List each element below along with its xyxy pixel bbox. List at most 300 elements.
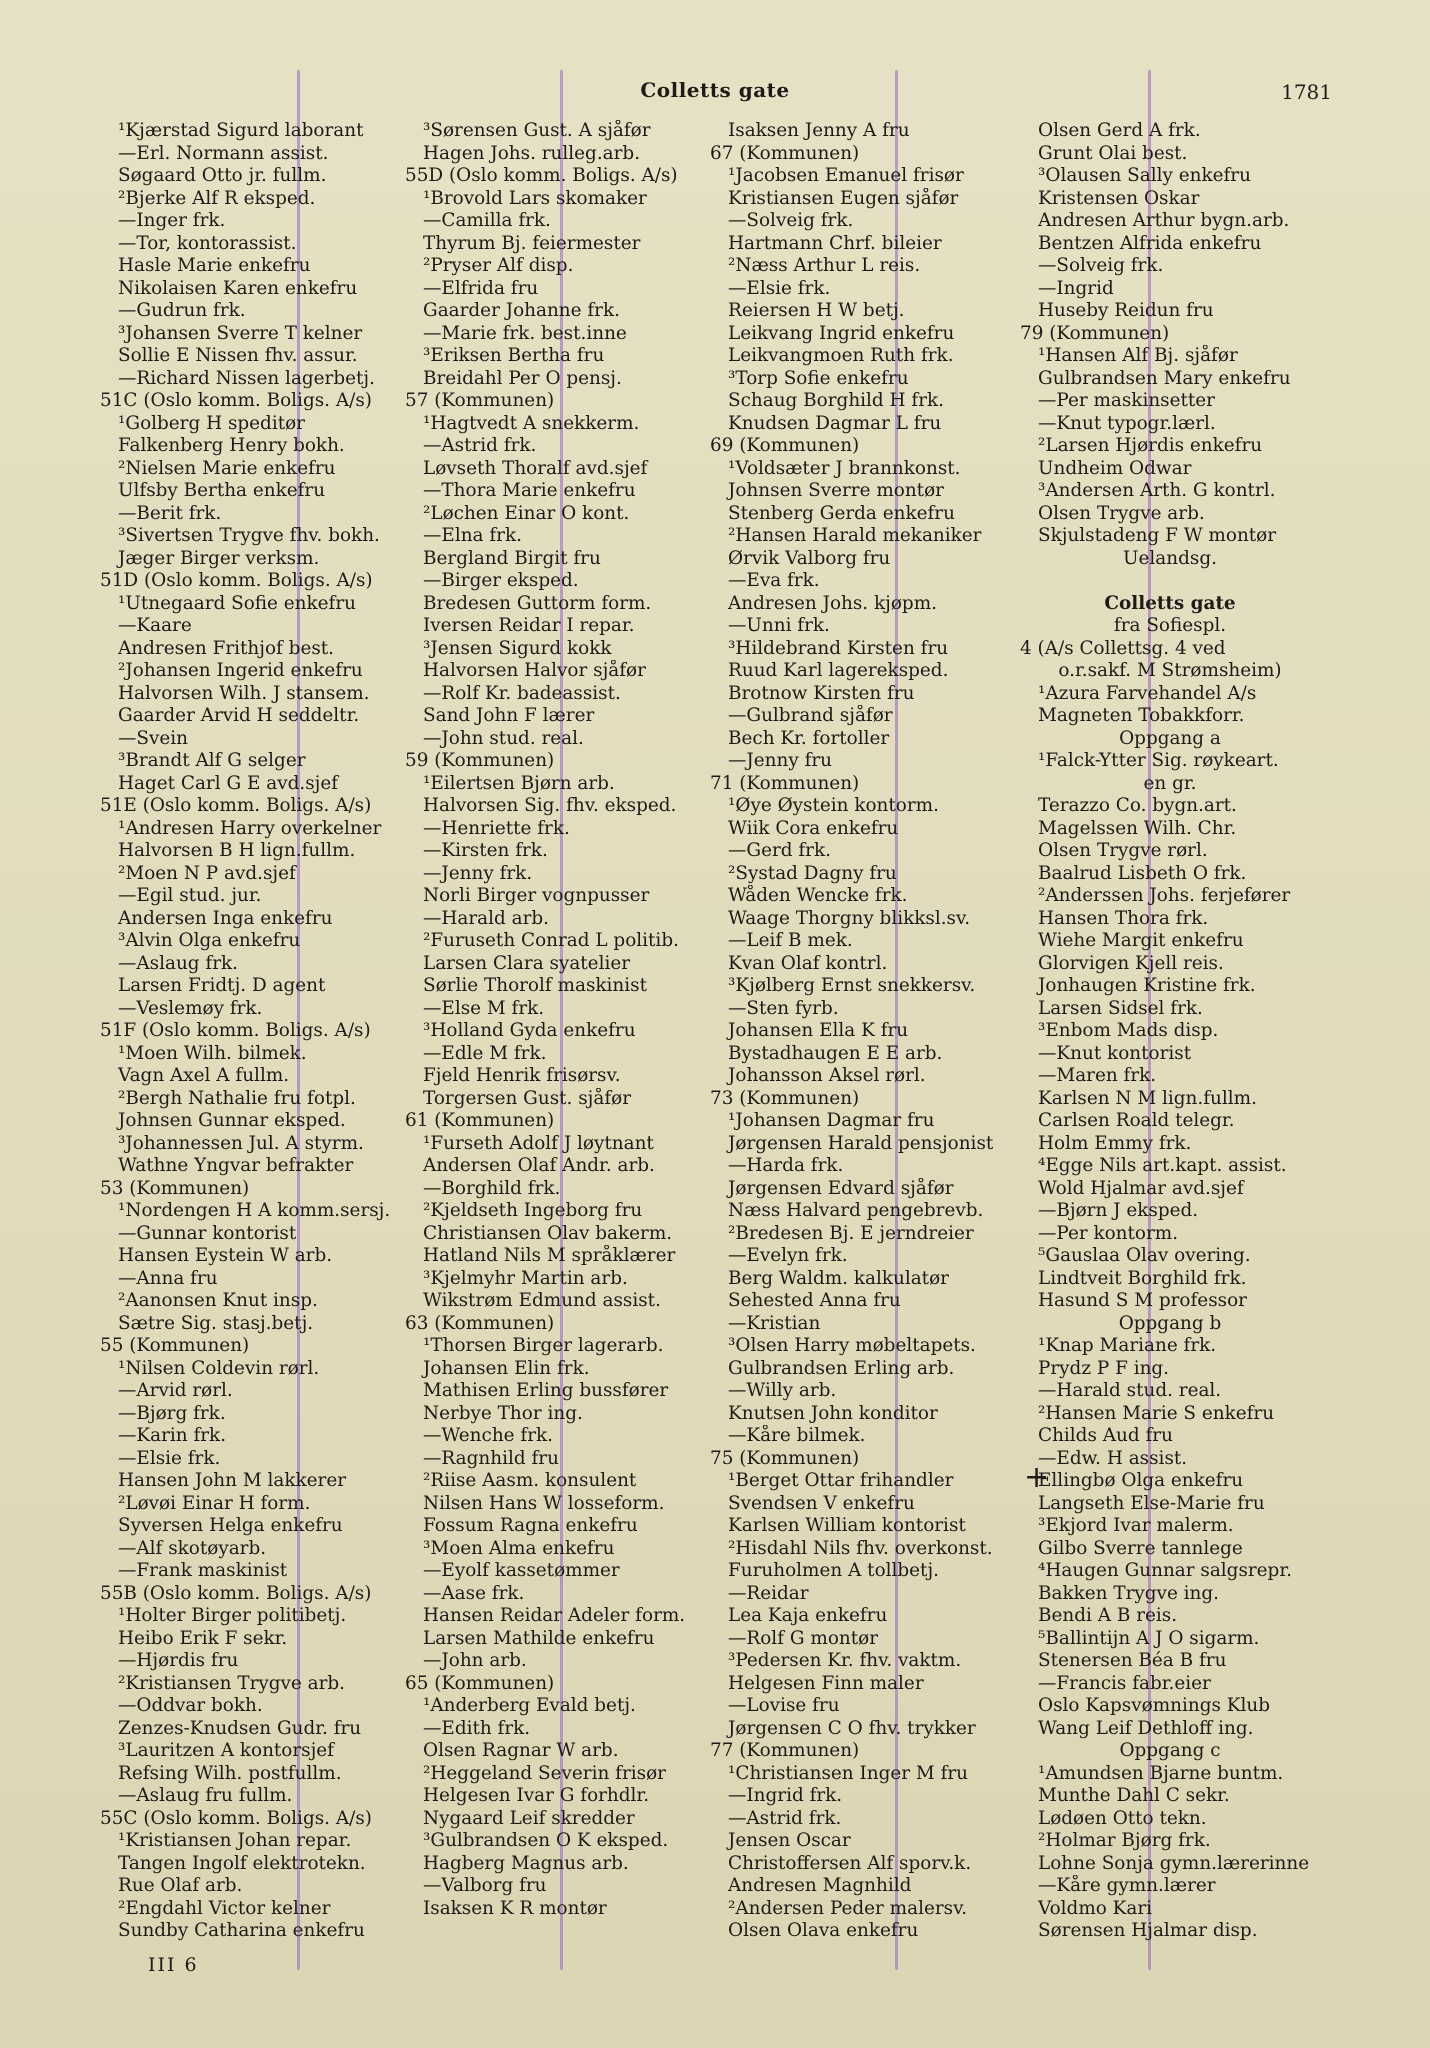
directory-entry: Wold Hjalmar avd.sjef [1038,1177,1244,1199]
directory-entry: ²Anderssen Johs. ferjefører [1038,885,1291,906]
directory-entry: Hansen Reidar Adeler form. [423,1605,686,1626]
directory-entry: ²Holmar Bjørg frk. [1038,1830,1211,1851]
directory-entry: ²Johansen Ingerid enkefru [118,660,363,681]
directory-entry: ¹Anderberg Evald betj. [423,1695,636,1716]
directory-entry: Gaarder Johanne frk. [423,300,620,321]
directory-entry: ¹Brovold Lars skomaker [423,187,647,209]
directory-entry: Iversen Reidar I repar. [423,615,635,636]
directory-entry: en gr. [1143,772,1197,794]
directory-entry: Jørgensen Harald pensjonist [728,1132,994,1154]
directory-entry: Magneten Tobakkforr. [1038,705,1245,726]
directory-entry: ¹Jacobsen Emanuel frisør [728,165,964,186]
directory-entry: Johansen Ella K fru [728,1020,909,1041]
directory-entry: 55B (Oslo komm. Boligs. A/s) [100,1582,372,1604]
directory-entry: Ulfsby Bertha enkefru [118,480,326,501]
directory-entry: —Arvid rørl. [118,1380,233,1401]
directory-entry: —Lovise fru [728,1695,840,1716]
directory-entry: ¹Christiansen Inger M fru [728,1762,969,1784]
directory-entry: Wikstrøm Edmund assist. [423,1290,661,1311]
directory-entry: Karlsen N M lign.fullm. [1038,1087,1257,1109]
directory-entry: —Frank maskinist [118,1560,288,1581]
directory-entry: Nilsen Hans W losseform. [423,1492,665,1514]
directory-entry: —Leif B mek. [728,930,853,951]
directory-entry: —Jenny frk. [423,862,533,884]
directory-entry: Sørensen Hjalmar disp. [1038,1920,1258,1941]
directory-entry: Oppgang b [1118,1312,1222,1334]
directory-entry: 57 (Kommunen) [405,390,555,411]
directory-entry: —Else M frk. [423,997,545,1019]
directory-entry: —Eva frk. [728,570,820,591]
directory-entry: ²Andersen Peder malersv. [728,1897,968,1919]
directory-entry: Sundby Catharina enkefru [118,1920,365,1941]
directory-entry: —Svein [118,727,188,749]
directory-entry: Larsen Sidsel frk. [1038,997,1203,1019]
directory-entry: 55C (Oslo komm. Boligs. A/s) [100,1807,372,1829]
directory-entry: Prydz P F ing. [1038,1357,1170,1379]
directory-entry: Baalrud Lisbeth O frk. [1038,862,1247,884]
directory-entry: —Rolf Kr. badeassist. [423,682,621,704]
directory-entry: Colletts gate [1104,592,1236,614]
directory-entry: —Inger frk. [118,210,226,231]
directory-entry: —Kristian [728,1312,821,1334]
directory-entry: Hasle Marie enkefru [118,255,311,276]
directory-entry: ³Moen Alma enkefru [423,1537,615,1559]
page-title: Colletts gate [640,78,790,102]
directory-entry: ¹Voldsæter J brannkonst. [728,457,961,479]
directory-entry: Bakken Trygve ing. [1038,1582,1220,1604]
directory-entry: ²Løvøi Einar H form. [118,1492,311,1514]
column-4 [1020,120,1320,1943]
column-3 [710,120,1010,1943]
directory-entry: ³Brandt Alf G selger [118,750,306,771]
directory-entry: —Richard Nissen lagerbetj. [118,367,375,389]
directory-entry: —Elna frk. [423,525,522,546]
directory-entry: Brotnow Kirsten fru [728,682,915,704]
directory-entry: ²Riise Aasm. konsulent [423,1470,637,1491]
directory-entry: Halvorsen B H lign.fullm. [118,840,356,861]
directory-entry: 51E (Oslo komm. Boligs. A/s) [100,795,372,816]
directory-entry: —Camilla frk. [423,210,551,231]
directory-entry: Kristiansen Eugen sjåfør [728,187,959,209]
directory-entry: Andersen Olaf Andr. arb. [423,1155,655,1176]
directory-entry: ¹Berget Ottar frihandler [728,1470,954,1491]
directory-entry: —Harald stud. real. [1038,1380,1222,1401]
directory-entry: —Jenny fru [728,750,833,771]
directory-entry: Larsen Mathilde enkefru [423,1627,655,1649]
directory-entry: ²Hansen Marie S enkefru [1038,1402,1275,1424]
directory-entry: ²Moen N P avd.sjef [118,862,296,884]
directory-entry: Carlsen Roald telegr. [1038,1110,1235,1131]
directory-entry: —Unni frk. [728,615,830,636]
directory-entry: Leikvang Ingrid enkefru [728,322,955,344]
plus-mark-icon: + [1024,1460,1050,1495]
directory-entry: ²Systad Dagny fru [728,862,897,884]
directory-entry: ³Andersen Arth. G kontrl. [1038,480,1276,501]
directory-entry: Breidahl Per O pensj. [423,367,622,389]
directory-entry: Lohne Sonja gymn.lærerinne [1038,1852,1310,1874]
directory-entry: ¹Knap Mariane frk. [1038,1335,1217,1356]
directory-entry: Løvseth Thoralf avd.sjef [423,457,648,479]
directory-entry: ¹Falck-Ytter Sig. røykeart. [1038,750,1279,771]
directory-entry: Refsing Wilh. postfullm. [118,1762,342,1784]
directory-entry: —Astrid frk. [728,1807,842,1829]
directory-entry: Tangen Ingolf elektrotekn. [118,1852,366,1874]
directory-entry: Johansson Aksel rørl. [728,1065,926,1086]
directory-entry: Isaksen K R montør [423,1897,607,1919]
directory-entry: ²Engdahl Victor kelner [118,1897,331,1919]
directory-entry: —Maren frk. [1038,1065,1157,1086]
directory-entry: Grunt Olai best. [1038,142,1188,164]
directory-entry: —Evelyn frk. [728,1245,848,1266]
directory-entry: 51C (Oslo komm. Boligs. A/s) [100,390,372,411]
directory-entry: Gaarder Arvid H seddeltr. [118,705,360,726]
directory-entry: ⁵Gauslaa Olav overing. [1038,1245,1251,1266]
directory-entry: —Kåre bilmek. [728,1425,866,1446]
directory-entry: ⁵Ballintijn A J O sigarm. [1038,1627,1260,1649]
page-number: 1781 [1281,80,1332,104]
directory-entry: —Kaare [118,615,192,636]
directory-entry: Olsen Trygve rørl. [1038,840,1208,861]
directory-entry: Halvorsen Halvor sjåfør [423,660,646,681]
directory-entry: Langseth Else-Marie fru [1038,1492,1265,1514]
directory-entry: 79 (Kommunen) [1020,322,1170,344]
directory-entry: ⁴Haugen Gunnar salgsrepr. [1038,1560,1292,1581]
directory-entry: —Astrid frk. [423,435,537,456]
directory-entry: —Ingrid frk. [728,1785,843,1806]
directory-entry: Wiehe Margit enkefru [1038,930,1244,951]
directory-entry: Furuholmen A tollbetj. [728,1560,939,1581]
directory-entry: Hansen Eystein W arb. [118,1245,333,1266]
directory-entry: ³Gulbrandsen O K eksped. [423,1830,669,1851]
directory-entry: —Elsie frk. [118,1447,221,1469]
directory-entry: ³Torp Sofie enkefru [728,367,909,389]
directory-entry: Nerbye Thor ing. [423,1402,583,1424]
directory-entry: ²Løchen Einar O kont. [423,502,630,524]
directory-entry: Christiansen Olav bakerm. [423,1222,673,1244]
directory-entry: —Reidar [728,1582,809,1604]
directory-entry: ³Lauritzen A kontorsjef [118,1740,334,1761]
directory-entry: ³Eriksen Bertha fru [423,345,605,366]
directory-entry: Torgersen Gust. sjåfør [423,1087,631,1109]
directory-entry: Næss Halvard pengebrevb. [728,1200,984,1221]
directory-entry: —Francis fabr.eier [1038,1672,1211,1694]
directory-entry: —Hjørdis fru [118,1650,239,1671]
directory-entry: 63 (Kommunen) [405,1312,555,1334]
directory-entry: 69 (Kommunen) [710,435,860,456]
directory-entry: Schaug Borghild H frk. [728,390,945,411]
directory-entry: Hansen John M lakkerer [118,1470,346,1491]
directory-entry: —Thora Marie enkefru [423,480,636,501]
directory-entry: Nikolaisen Karen enkefru [118,277,358,299]
directory-entry: ²Nielsen Marie enkefru [118,457,336,479]
directory-entry: ³Johannessen Jul. A styrm. [118,1132,364,1154]
directory-entry: Skjulstadeng F W montør [1038,525,1277,546]
directory-entry: Lødøen Otto tekn. [1038,1807,1207,1829]
directory-entry: 55 (Kommunen) [100,1335,250,1356]
directory-entry: Olsen Trygve arb. [1038,502,1205,524]
directory-entry: —Ragnhild fru [423,1447,559,1469]
directory-entry: ¹Amundsen Bjarne buntm. [1038,1762,1284,1784]
directory-entry: Johnsen Sverre montør [728,480,944,501]
directory-entry: Olsen Gerd A frk. [1038,120,1201,141]
directory-entry: ⁴Egge Nils art.kapt. assist. [1038,1155,1287,1176]
directory-entry: ³Pedersen Kr. fhv. vaktm. [728,1650,962,1671]
directory-entry: —Solveig frk. [728,210,854,231]
directory-entry: Søgaard Otto jr. fullm. [118,165,327,186]
directory-entry [1020,570,1320,593]
directory-entry: —Egil stud. jur. [118,885,262,906]
directory-entry: Olsen Ragnar W arb. [423,1740,619,1761]
directory-entry: ¹Nordengen H A komm.sersj. [118,1200,391,1221]
directory-entry: Sørlie Thorolf maskinist [423,975,647,996]
directory-entry: —Oddvar bokh. [118,1695,263,1716]
directory-entry: Thyrum Bj. feiermester [423,232,641,254]
directory-entry: Andresen Arthur bygn.arb. [1038,210,1290,231]
directory-entry: —Harda frk. [728,1155,844,1176]
directory-entry: ²Larsen Hjørdis enkefru [1038,435,1263,456]
directory-entry: Gulbrandsen Erling arb. [728,1357,955,1379]
directory-entry: —Aslaug frk. [118,952,239,974]
directory-entry: ²Hansen Harald mekaniker [728,525,982,546]
directory-entry: —Veslemøy frk. [118,997,263,1019]
directory-entry: ¹Hansen Alf Bj. sjåfør [1038,345,1238,366]
directory-entry: o.r.sakf. M Strømsheim) [1058,660,1282,681]
directory-entry: Jæger Birger verksm. [118,547,320,569]
directory-entry: Mathisen Erling bussfører [423,1380,669,1401]
directory-entry: Johansen Elin frk. [423,1357,590,1379]
directory-entry: —Gerd frk. [728,840,831,861]
directory-entry: Falkenberg Henry bokh. [118,435,345,456]
directory-entry: ³Enbom Mads disp. [1038,1020,1219,1041]
directory-entry: 67 (Kommunen) [710,142,860,164]
directory-entry: Bergland Birgit fru [423,547,601,569]
directory-entry: Bendi A B reis. [1038,1605,1178,1626]
directory-entry: —Knut kontorist [1038,1042,1192,1064]
directory-entry: Wåden Wencke frk. [728,885,908,906]
directory-entry: Oppgang a [1119,727,1221,749]
directory-entry: Zenzes-Knudsen Gudr. fru [118,1717,362,1739]
directory-entry: Reiersen H W betj. [728,300,905,321]
directory-entry: Jonhaugen Kristine frk. [1038,975,1256,996]
directory-entry: —Karin frk. [118,1425,227,1446]
directory-entry: Bredesen Guttorm form. [423,592,652,614]
directory-entry: ¹Azura Farvehandel A/s [1038,682,1257,704]
directory-entry: ³Sivertsen Trygve fhv. bokh. [118,525,380,546]
column-2 [405,120,705,1920]
directory-entry: Terazzo Co. bygn.art. [1038,795,1237,816]
directory-entry: ¹Øye Øystein kontorm. [728,795,939,816]
directory-entry: 55D (Oslo komm. Boligs. A/s) [405,165,678,186]
directory-entry: Vagn Axel A fullm. [118,1065,290,1086]
directory-entry: —Solveig frk. [1038,255,1164,276]
directory-entry: —Erl. Normann assist. [118,142,329,164]
directory-entry: Hagen Johs. rulleg.arb. [423,142,641,164]
directory-entry: —Harald arb. [423,907,550,929]
directory-entry: ³Ekjord Ivar malerm. [1038,1515,1234,1536]
directory-entry: Bystadhaugen E E arb. [728,1042,943,1064]
directory-entry: Helgesen Finn maler [728,1672,924,1694]
directory-entry: —Edw. H assist. [1038,1447,1188,1469]
directory-entry: —Henriette frk. [423,817,570,839]
directory-entry: Andresen Johs. kjøpm. [728,592,937,614]
directory-entry: ²Kristiansen Trygve arb. [118,1672,346,1694]
directory-entry: Jørgensen C O fhv. trykker [728,1717,976,1739]
directory-entry: Holm Emmy frk. [1038,1132,1192,1154]
directory-entry: Munthe Dahl C sekr. [1038,1785,1230,1806]
directory-entry: ³Kjølberg Ernst snekkersv. [728,975,976,996]
directory-entry: Hagberg Magnus arb. [423,1852,629,1874]
directory-entry: Svendsen V enkefru [728,1492,915,1514]
directory-entry: Norli Birger vognpusser [423,885,650,906]
directory-entry: ³Hildebrand Kirsten fru [728,637,949,659]
directory-entry: Gulbrandsen Mary enkefru [1038,367,1291,389]
directory-entry: ¹Thorsen Birger lagerarb. [423,1335,664,1356]
directory-entry: Sætre Sig. stasj.betj. [118,1312,314,1334]
directory-entry: 71 (Kommunen) [710,772,860,794]
directory-entry: —Ingrid [1038,277,1114,299]
directory-entry: 75 (Kommunen) [710,1447,860,1469]
directory-entry: Karlsen William kontorist [728,1515,966,1536]
directory-entry: Hasund S M professor [1038,1290,1247,1311]
directory-entry: Stenersen Béa B fru [1038,1650,1227,1671]
directory-entry: ²Heggeland Severin frisør [423,1762,666,1784]
directory-entry: ²Bjerke Alf R eksped. [118,187,316,209]
directory-entry: ¹Hagtvedt A snekkerm. [423,412,640,434]
directory-entry: Bentzen Alfrida enkefru [1038,232,1262,254]
directory-entry: 53 (Kommunen) [100,1177,250,1199]
directory-entry: Kvan Olaf kontrl. [728,952,888,974]
directory-entry: —Per kontorm. [1038,1222,1179,1244]
directory-entry: ¹Nilsen Coldevin rørl. [118,1357,320,1379]
directory-entry: —Birger eksped. [423,570,579,591]
directory-entry: ²Aanonsen Knut insp. [118,1290,318,1311]
directory-entry: —Tor, kontorassist. [118,232,297,254]
directory-entry: Leikvangmoen Ruth frk. [728,345,954,366]
directory-entry: Huseby Reidun fru [1038,300,1214,321]
directory-entry: Magelssen Wilh. Chr. [1038,817,1237,839]
directory-entry: —Marie frk. best.inne [423,322,627,344]
directory-entry: —Knut typogr.lærl. [1038,412,1216,434]
directory-entry: Ørvik Valborg fru [728,547,891,569]
directory-entry: Wiik Cora enkefru [728,817,899,839]
directory-entry: —Elfrida fru [423,277,539,299]
directory-entry: —Valborg fru [423,1875,547,1896]
directory-entry: Larsen Fridtj. D agent [118,975,326,996]
directory-entry: Knudsen Dagmar L fru [728,412,942,434]
directory-entry: Kristensen Oskar [1038,187,1200,209]
directory-entry: —Elsie frk. [728,277,831,299]
directory-entry: Stenberg Gerda enkefru [728,502,955,524]
directory-entry: Jensen Oscar [728,1830,851,1851]
directory-entry: —Willy arb. [728,1380,837,1401]
directory-entry: ³Kjelmyhr Martin arb. [423,1267,628,1289]
directory-entry: ³Sørensen Gust. A sjåfør [423,120,651,141]
directory-entry: Syversen Helga enkefru [118,1515,343,1536]
directory-entry: ¹Andresen Harry overkelner [118,817,382,839]
directory-entry: Bech Kr. fortoller [728,727,890,749]
directory-entry: ¹Eilertsen Bjørn arb. [423,772,615,794]
directory-entry: ²Kjeldseth Ingeborg fru [423,1200,643,1221]
directory-entry: Isaksen Jenny A fru [728,120,910,141]
directory-entry: Hatland Nils M språklærer [423,1245,676,1266]
directory-entry: —Aase frk. [423,1582,525,1604]
directory-entry: —Bjørn J eksped. [1038,1200,1199,1221]
directory-entry: —John arb. [423,1650,527,1671]
directory-entry: Sand John F lærer [423,705,595,726]
directory-entry: —Per maskinsetter [1038,390,1215,411]
directory-entry: ¹Furseth Adolf J løytnant [423,1132,654,1154]
directory-entry: Oppgang c [1119,1740,1221,1761]
directory-entry: Andresen Magnhild [728,1875,912,1896]
directory-entry: Andresen Frithjof best. [118,637,335,659]
directory-entry: —Edle M frk. [423,1042,547,1064]
directory-entry: ²Bredesen Bj. E jerndreier [728,1222,974,1244]
directory-entry: —Borghild frk. [423,1177,561,1199]
directory-entry: fra Sofiespl. [1113,615,1227,636]
directory-entry: 61 (Kommunen) [405,1110,555,1131]
directory-entry: ³Holland Gyda enkefru [423,1020,636,1041]
directory-entry: 77 (Kommunen) [710,1740,860,1761]
directory-entry: —Aslaug fru fullm. [118,1785,293,1806]
directory-entry: Sehested Anna fru [728,1290,901,1311]
directory-entry: Andersen Inga enkefru [118,907,333,929]
directory-entry: —John stud. real. [423,727,584,749]
directory-entry: Helgesen Ivar G forhdlr. [423,1785,650,1806]
directory-entry: Jørgensen Edvard sjåfør [728,1177,954,1199]
directory-entry: Rue Olaf arb. [118,1875,243,1896]
directory-entry: Ellingbø Olga enkefru [1038,1470,1244,1491]
directory-entry: Uelandsg. [1123,547,1217,569]
directory-entry: Larsen Clara syatelier [423,952,631,974]
directory-entry: ³Alvin Olga enkefru [118,930,301,951]
directory-entry: Nygaard Leif skredder [423,1807,635,1829]
directory-entry: ¹Utnegaard Sofie enkefru [118,592,356,614]
directory-entry: —Wenche frk. [423,1425,553,1446]
directory-entry: —Edith frk. [423,1717,531,1739]
directory-entry: ²Næss Arthur L reis. [728,255,921,276]
directory-entry: —Kirsten frk. [423,840,548,861]
directory-entry: Voldmo Kari [1038,1897,1153,1919]
directory-entry: ²Bergh Nathalie fru fotpl. [118,1087,356,1109]
directory-entry: Hartmann Chrf. bileier [728,232,942,254]
directory-entry: Haget Carl G E avd.sjef [118,772,339,794]
directory-entry: Fossum Ragna enkefru [423,1515,638,1536]
directory-entry: ²Furuseth Conrad L politib. [423,930,679,951]
directory-entry: Gilbo Sverre tannlege [1038,1537,1243,1559]
directory-entry: —Bjørg frk. [118,1402,226,1424]
directory-entry: Berg Waldm. kalkulatør [728,1267,949,1289]
directory-entry: ³Johansen Sverre T kelner [118,322,363,344]
directory-entry: Heibo Erik F sekr. [118,1627,288,1649]
directory-entry: Wang Leif Dethloff ing. [1038,1717,1254,1739]
directory-entry: Oslo Kapsvømnings Klub [1038,1695,1270,1716]
directory-entry: Hansen Thora frk. [1038,907,1209,929]
directory-entry: ¹Golberg H speditør [118,412,305,434]
directory-entry: ³Jensen Sigurd kokk [423,637,612,659]
column-1 [100,120,400,1943]
directory-entry: —Rolf G montør [728,1627,878,1649]
directory-entry: Sollie E Nissen fhv. assur. [118,345,358,366]
directory-entry: ¹Moen Wilh. bilmek. [118,1042,307,1064]
directory-entry: Lea Kaja enkefru [728,1605,888,1626]
directory-entry: ¹Kjærstad Sigurd laborant [118,120,364,141]
directory-entry: ¹Holter Birger politibetj. [118,1605,347,1626]
directory-entry: Johnsen Gunnar eksped. [118,1110,346,1131]
directory-entry: Ruud Karl lagereksped. [728,660,949,681]
directory-entry: 4 (A/s Collettsg. 4 ved [1020,637,1226,659]
directory-entry: 73 (Kommunen) [710,1087,860,1109]
directory-entry: 59 (Kommunen) [405,750,555,771]
